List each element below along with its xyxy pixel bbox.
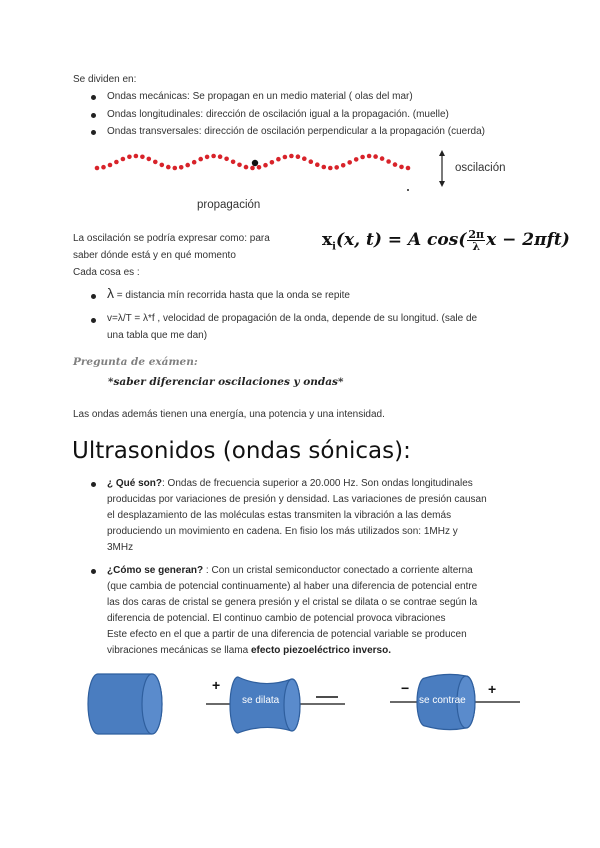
wave-point <box>134 154 139 159</box>
wave-point <box>101 165 106 170</box>
oscillation-label: oscilación <box>455 162 506 174</box>
wave-point <box>309 159 314 164</box>
wave-point <box>224 157 229 162</box>
wave-point <box>147 157 152 162</box>
wave-point <box>341 163 346 168</box>
q1-label: ¿ Qué son? <box>107 478 162 489</box>
q2-line-3: las dos caras de cristal se genera presión y el cristal se dilata o se contrae según la <box>107 597 478 608</box>
dilata-plus: + <box>212 677 221 693</box>
q1-line-1: ¿ Qué son?: Ondas de frecuencia superior a 20.000 Hz. Son ondas longitudinales <box>107 478 473 489</box>
crystal-rest <box>88 674 162 734</box>
oscillation-line-3: Cada cosa es : <box>73 267 140 278</box>
contrae-plus: + <box>488 681 497 697</box>
formula-lhs: x <box>322 230 333 250</box>
wave-point <box>198 157 203 162</box>
piezo-effect-term: efecto piezoeléctrico inverso. <box>250 645 392 656</box>
wave-point <box>108 163 113 168</box>
wave-point <box>322 165 327 170</box>
q1-line-3: el desplazamiento de las moléculas estas transmiten la vibración a las demás <box>107 510 452 521</box>
wave-point <box>399 165 404 170</box>
q1-line-5: 3MHz <box>107 542 134 553</box>
wave-point <box>263 163 268 168</box>
intro-item-longitudinales: Ondas longitudinales: dirección de oscilación igual a la propagación. (muelle) <box>107 109 449 120</box>
wave-point <box>140 155 145 160</box>
wave-point <box>360 155 365 160</box>
q2-label: ¿Cómo se generan? <box>107 565 204 576</box>
bullet-dot <box>91 569 96 574</box>
bullet-dot <box>91 130 96 135</box>
formula-subscript: i <box>332 241 336 253</box>
oscillation-arrow-up-icon <box>439 150 445 156</box>
wave-point <box>386 159 391 164</box>
wave-point <box>406 166 411 171</box>
dilata-label: se dilata <box>242 695 280 706</box>
wave-point <box>334 165 339 170</box>
lambda-symbol: λ <box>107 285 114 301</box>
wave-point <box>121 157 126 162</box>
q2-line-6: vibraciones mecánicas se llama efecto piezoeléctrico inverso. <box>107 645 392 656</box>
wave-point <box>367 154 372 159</box>
bullet-dot <box>91 113 96 118</box>
wave-marker-point <box>252 160 258 166</box>
wave-point <box>328 166 333 171</box>
wave-point <box>173 166 178 171</box>
oscillation-line-1: La oscilación se podría expresar como: para <box>73 233 270 244</box>
bullet-dot <box>91 482 96 487</box>
small-dot <box>407 189 409 191</box>
lambda-definition <box>107 286 350 303</box>
formula-args: (x, t) = A cos( <box>335 230 467 250</box>
intro-heading: Se dividen en: <box>73 74 137 85</box>
intro-item-mecanicas: Ondas mecánicas: Se propagan en un medio material ( olas del mar) <box>107 91 413 102</box>
wave-point <box>283 155 288 160</box>
q2-line-5: Este efecto en el que a partir de una diferencia de potencial variable se producen <box>107 629 467 640</box>
intro-item-transversales: Ondas transversales: dirección de oscilación perpendicular a la propagación (cuerda) <box>107 126 485 137</box>
wave-point <box>237 163 242 168</box>
velocity-line-2: una tabla que me dan) <box>107 330 208 341</box>
q2-line-1: ¿Cómo se generan? : Con un cristal semiconductor conectado a corriente alterna <box>107 565 473 576</box>
contrae-label: se contrae <box>419 695 466 706</box>
transverse-wave-figure <box>90 145 520 215</box>
wave-point <box>153 160 158 165</box>
exam-question: *saber diferenciar oscilaciones y ondas* <box>108 376 344 388</box>
formula-frac-num: 2π <box>468 228 485 241</box>
wave-point <box>211 154 216 159</box>
wave-point <box>244 165 249 170</box>
wave-point <box>205 155 210 160</box>
formula-rest: x − 2πft) <box>486 230 570 250</box>
wave-point <box>296 154 301 159</box>
wave-point <box>373 154 378 159</box>
wave-point <box>380 156 385 161</box>
q1-line-2: producidas por variaciones de presión y densidad. Las variaciones de presión causan <box>107 494 487 505</box>
wave-point <box>114 160 119 165</box>
formula-frac-den: λ <box>472 240 481 253</box>
formula-fraction <box>467 229 485 252</box>
wave-point <box>160 163 165 168</box>
wave-point <box>179 165 184 170</box>
lambda-text: = distancia mín recorrida hasta que la onda se repite <box>114 290 350 301</box>
q2-line-4: diferencia de potencial. El continuo cambio de potencial provoca vibraciones <box>107 613 446 624</box>
wave-point <box>127 155 132 160</box>
oscillation-arrow-down-icon <box>439 181 445 187</box>
wave-point <box>302 156 307 161</box>
q1-line-4: produciendo un movimiento en cadena. En fisio los más utilizados son: 1MHz y <box>107 526 458 537</box>
contrae-minus: − <box>401 680 410 696</box>
wave-point <box>231 160 236 165</box>
wave-point <box>166 165 171 170</box>
wave-point <box>354 157 359 162</box>
velocity-line-1: v=λ/T = λ*f , velocidad de propagación de la onda, depende de su longitud. (sale de <box>107 313 478 324</box>
wave-point <box>250 166 255 171</box>
bullet-dot <box>91 95 96 100</box>
oscillation-line-2: saber dónde está y en qué momento <box>73 250 236 261</box>
propagation-label: propagación <box>197 199 261 211</box>
bullet-dot <box>91 294 96 299</box>
wave-point <box>218 154 223 159</box>
wave-point <box>276 157 281 162</box>
wave-point <box>270 160 275 165</box>
energy-line: Las ondas además tienen una energía, una potencia y una intensidad. <box>73 409 385 420</box>
wave-point <box>289 154 294 159</box>
ultrasound-title: Ultrasonidos (ondas sónicas): <box>72 438 411 464</box>
wave-point <box>257 165 262 170</box>
wave-point <box>347 160 352 165</box>
wave-point <box>192 160 197 165</box>
exam-label: Pregunta de exámen: <box>73 356 198 368</box>
wave-point <box>315 162 320 167</box>
wave-point <box>95 166 100 171</box>
bullet-dot <box>91 318 96 323</box>
q2-line-2: (que cambia de potencial continuamente) al haber una diferencia de potencial entre <box>107 581 478 592</box>
wave-formula <box>322 229 570 252</box>
wave-point <box>185 163 190 168</box>
wave-point <box>393 162 398 167</box>
